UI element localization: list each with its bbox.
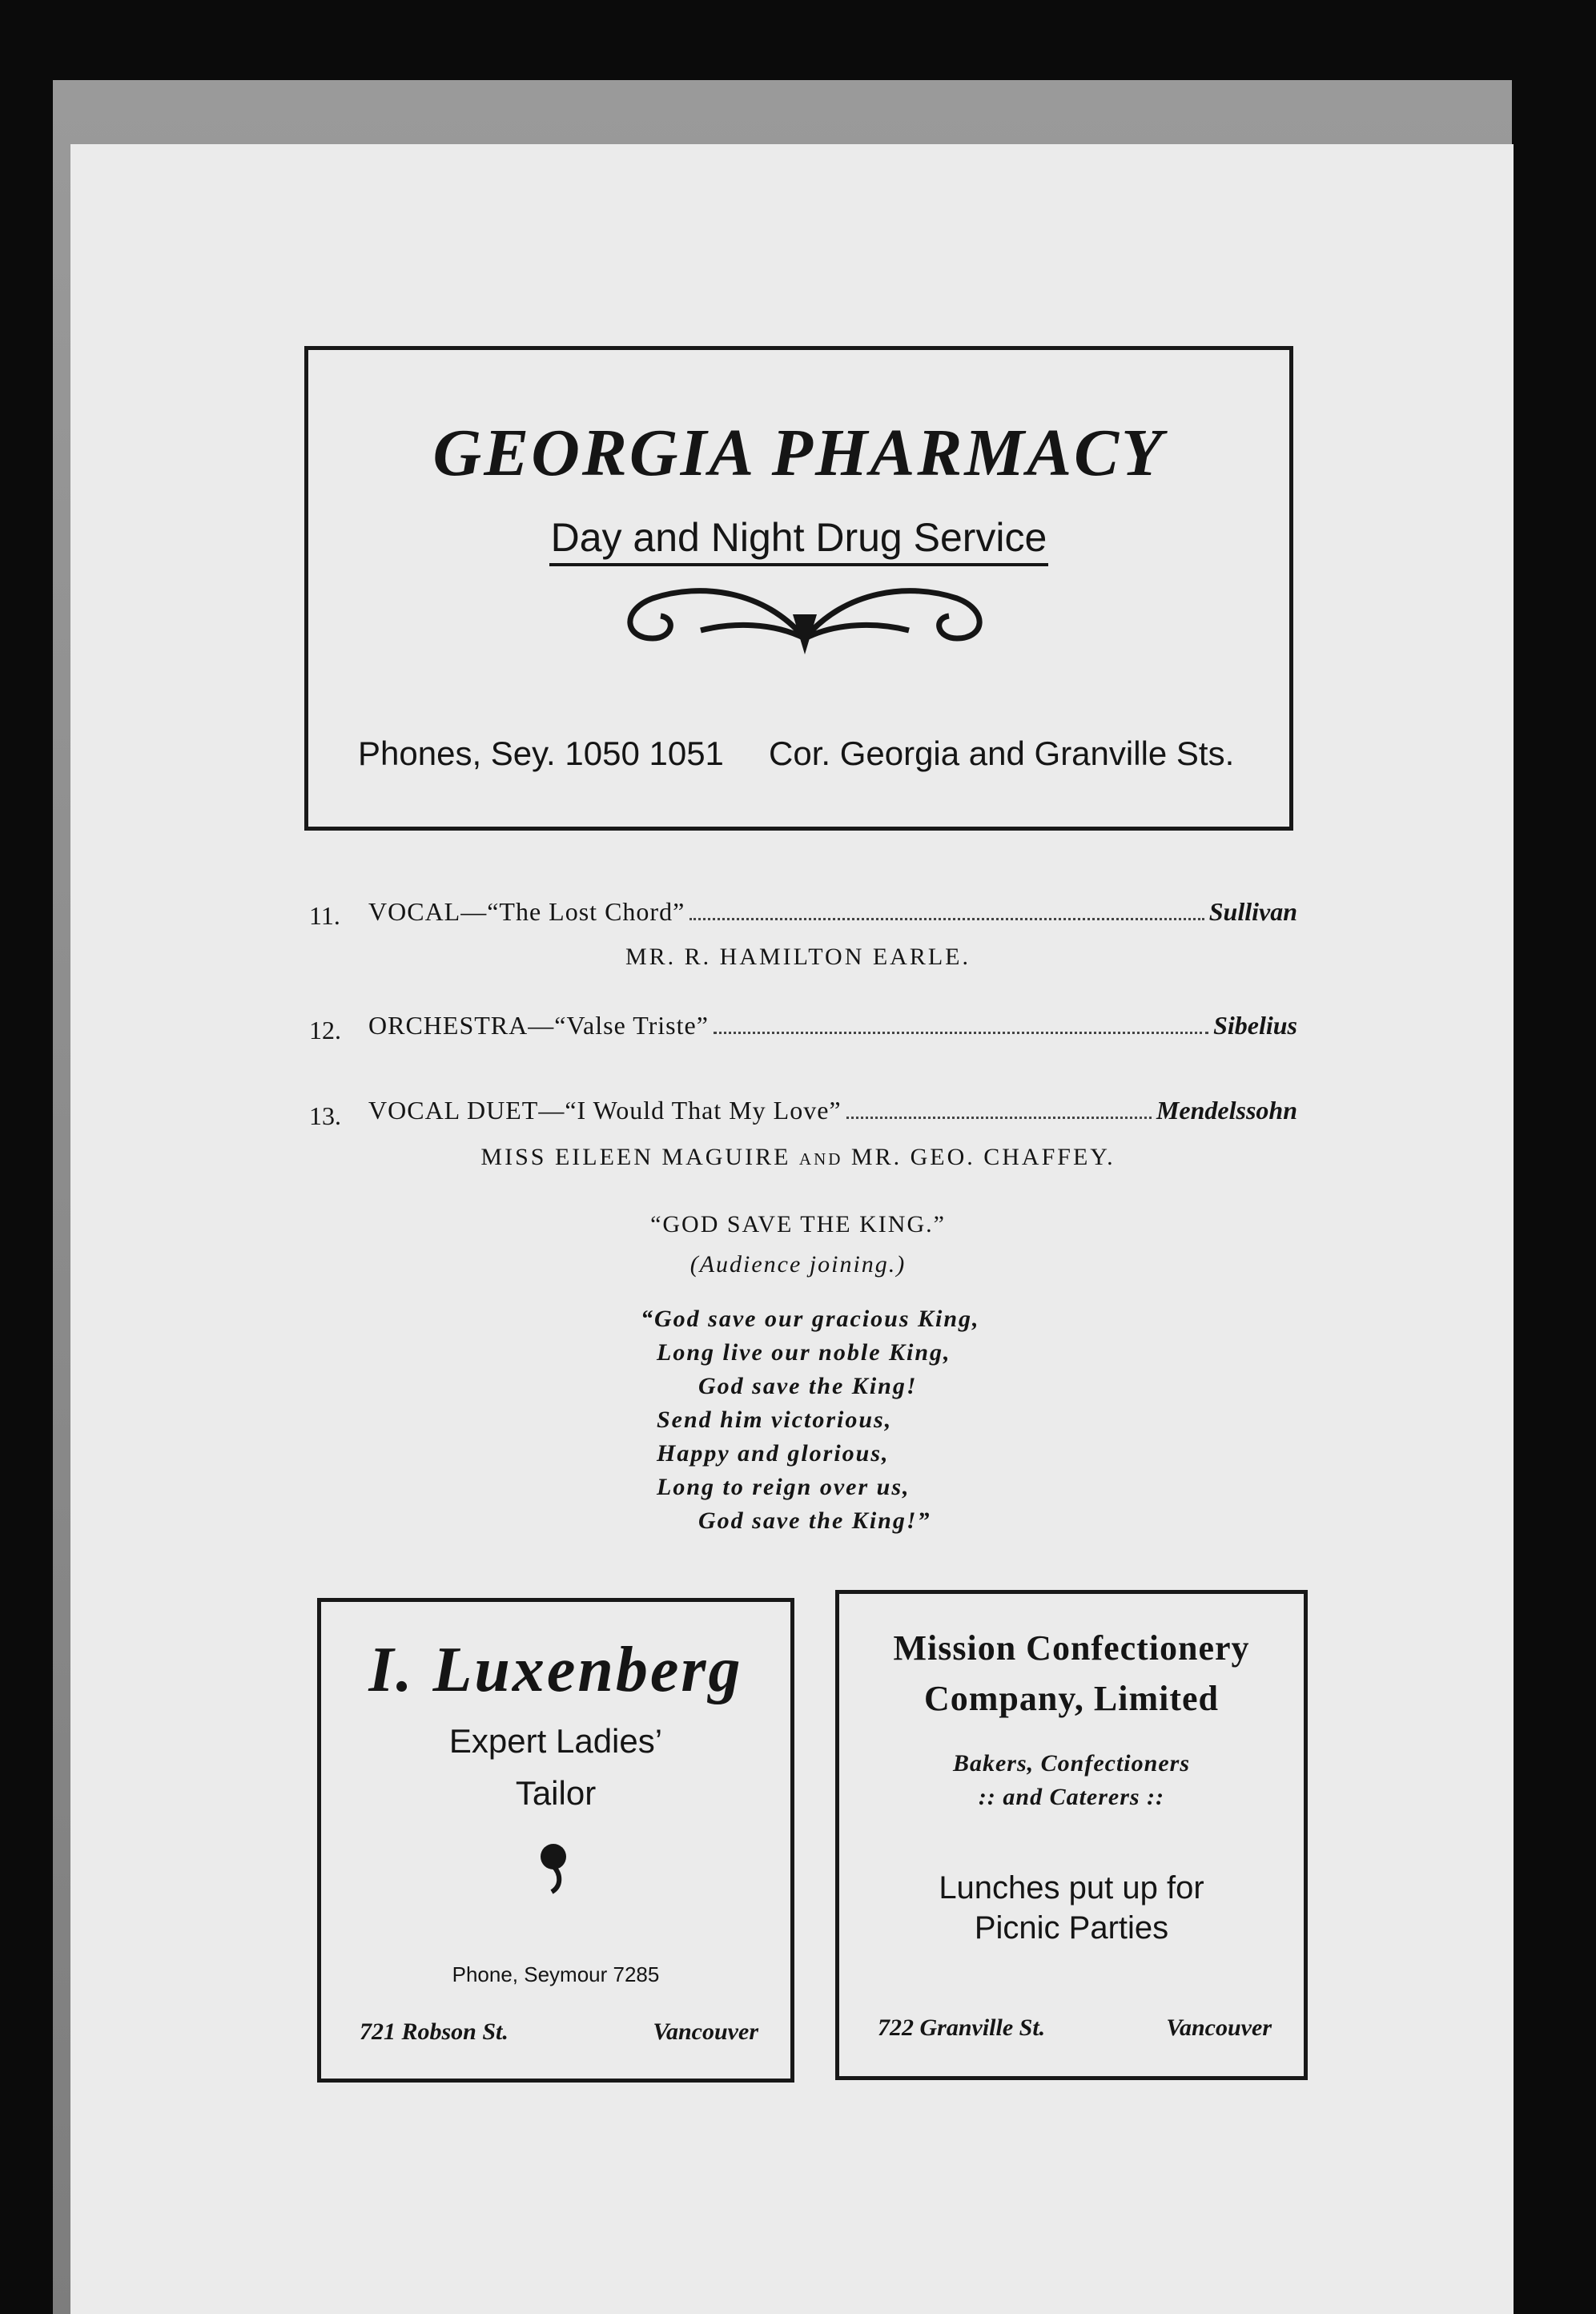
- program-label: VOCAL—“The Lost Chord”: [368, 897, 685, 926]
- ad-subtitle: [308, 514, 1289, 561]
- company-name: Mission Confectionery: [893, 1628, 1250, 1668]
- verse-line: “God save our gracious King,: [641, 1306, 980, 1332]
- pharmacy-address: Cor. Georgia and Granville Sts.: [769, 734, 1235, 772]
- phone-numbers: Phones, Sey. 1050 1051: [358, 734, 724, 772]
- company-tagline: :: and Caterers ::: [978, 1784, 1165, 1810]
- georgia-pharmacy-ad: [304, 346, 1293, 831]
- program-number: 12.: [309, 1016, 341, 1044]
- company-city: Vancouver: [1166, 2014, 1272, 2041]
- flower-ornament-icon: [537, 1842, 569, 1894]
- tailor-address: 721 Robson St.: [360, 2018, 509, 2045]
- tailor-line: Expert Ladies’: [448, 1722, 663, 1760]
- anthem-title: “GOD SAVE THE KING.”: [650, 1211, 946, 1237]
- verse-line: Happy and glorious,: [657, 1440, 890, 1467]
- tailor-line: Tailor: [515, 1774, 597, 1812]
- program-label: ORCHESTRA—“Valse Triste”: [368, 1011, 709, 1040]
- company-name: Company, Limited: [923, 1679, 1220, 1718]
- verse-line: Long to reign over us,: [657, 1474, 911, 1500]
- lunch-line: Picnic Parties: [974, 1910, 1169, 1946]
- program-number: 11.: [309, 901, 340, 930]
- composer: Sibelius: [1213, 1011, 1297, 1040]
- program-line: [368, 1096, 1297, 1125]
- tailor-name: I. Luxenberg: [368, 1635, 743, 1705]
- lunch-line: Lunches put up for: [939, 1870, 1204, 1906]
- composer: Mendelssohn: [1156, 1096, 1297, 1125]
- program-label: VOCAL DUET—“I Would That My Love”: [368, 1096, 842, 1125]
- leader-dots: [689, 918, 1204, 920]
- ad-subtitle-text: Day and Night Drug Service: [549, 515, 1049, 566]
- leader-dots: [714, 1032, 1208, 1034]
- program-line: [368, 897, 1297, 927]
- verse-line: Long live our noble King,: [657, 1339, 951, 1366]
- company-tagline: Bakers, Confectioners: [952, 1750, 1190, 1777]
- program-line: [368, 1011, 1297, 1040]
- composer: Sullivan: [1208, 897, 1297, 926]
- performer: MISS EILEEN MAGUIRE and MR. GEO. CHAFFEY.: [480, 1144, 1116, 1170]
- verse-line: God save the King!: [698, 1373, 918, 1399]
- tailor-city: Vancouver: [653, 2018, 758, 2045]
- mission-confectionery-ad: [835, 1590, 1308, 2080]
- leader-dots: [846, 1117, 1152, 1119]
- verse-line: God save the King!”: [698, 1507, 931, 1534]
- tailor-phone: Phone, Seymour 7285: [452, 1962, 660, 1986]
- performer: MR. R. HAMILTON EARLE.: [625, 944, 971, 970]
- verse-line: Send him victorious,: [657, 1407, 893, 1433]
- ad-title: GEORGIA PHARMACY: [432, 416, 1165, 490]
- scroll-ornament-icon: [605, 574, 1005, 662]
- company-address: 722 Granville St.: [878, 2014, 1046, 2041]
- anthem-note: (Audience joining.): [689, 1251, 907, 1278]
- luxenberg-ad: [317, 1598, 794, 2083]
- program-number: 13.: [309, 1101, 341, 1130]
